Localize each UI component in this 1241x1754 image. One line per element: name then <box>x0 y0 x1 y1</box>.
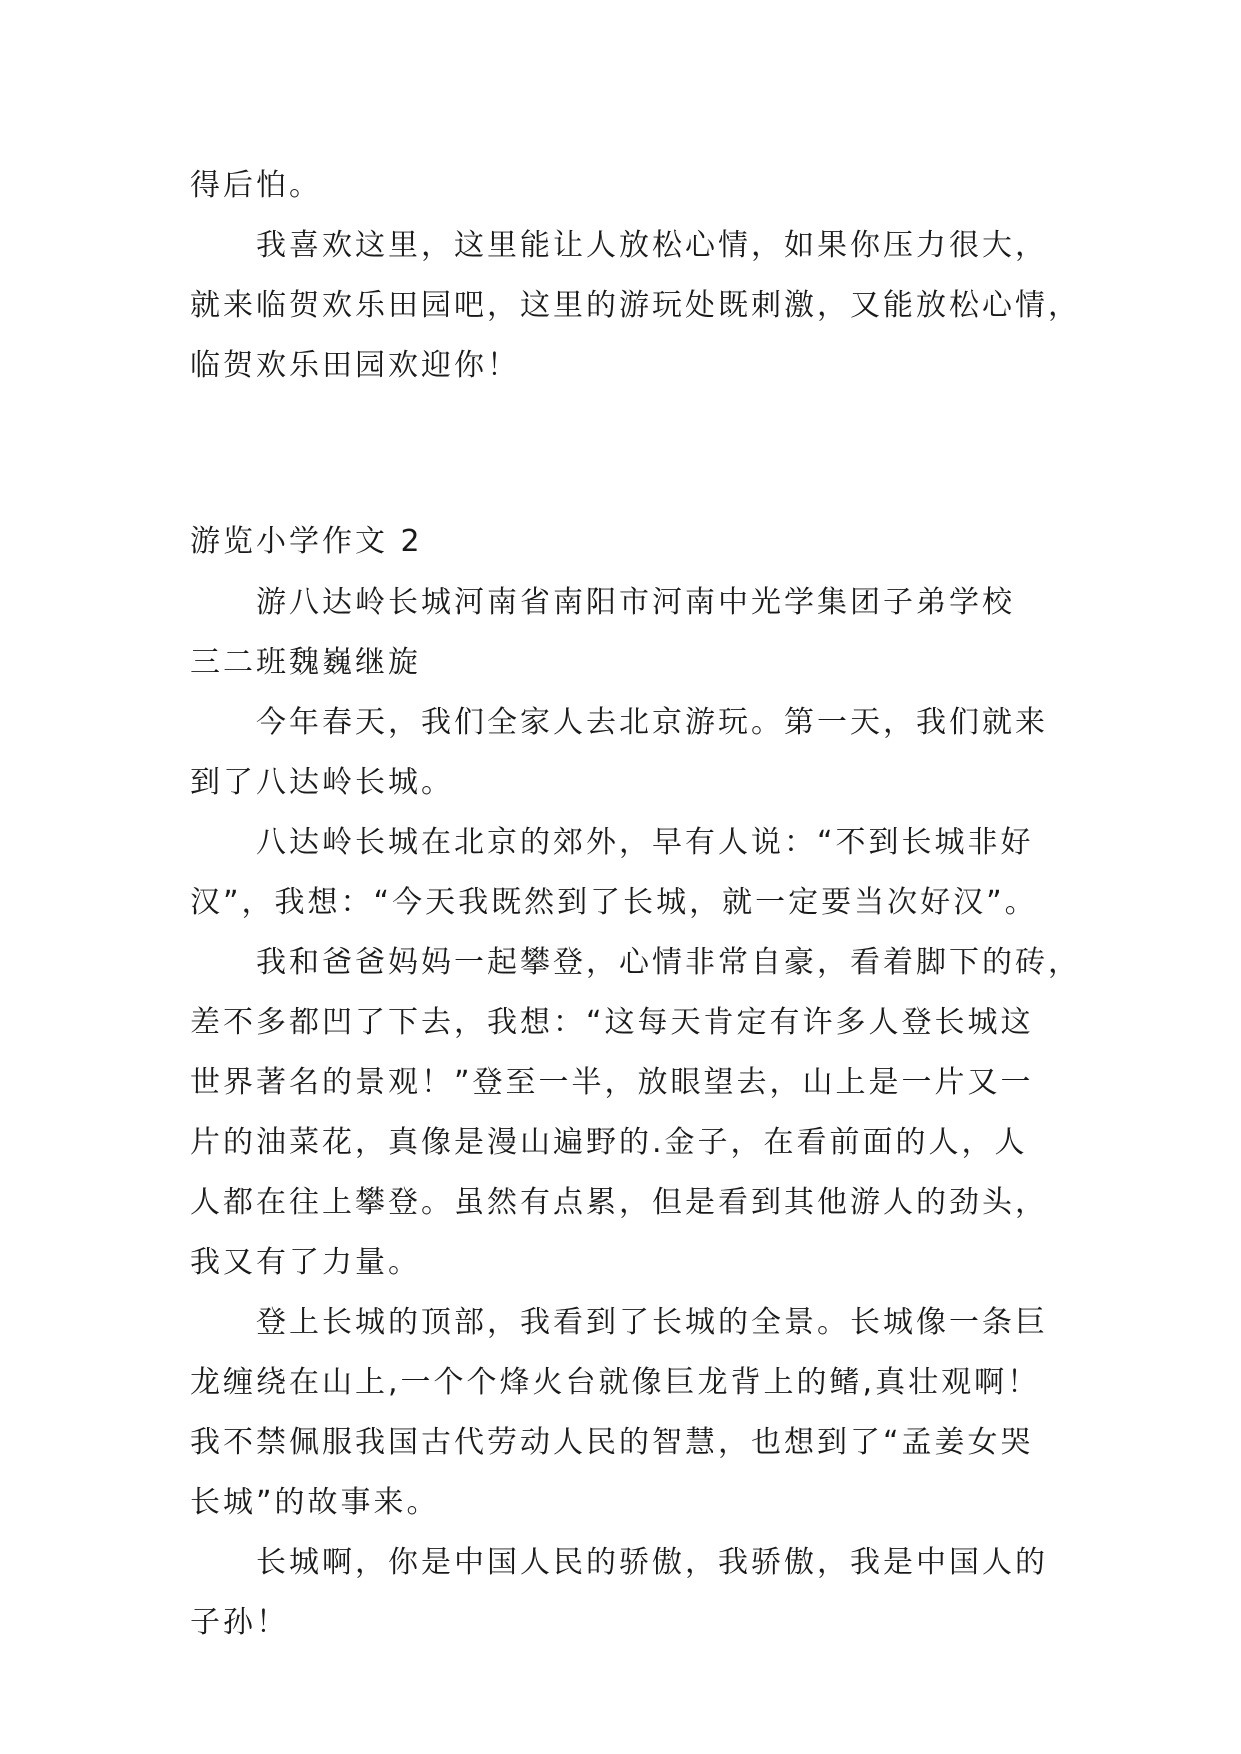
paragraph <box>190 216 1081 396</box>
text-line: 到了八达岭长城。 <box>190 765 454 800</box>
text-line: 世界著名的景观！”登至一半，放眼望去，山上是一片又一 <box>190 1065 1034 1100</box>
text-line: 长城”的故事来。 <box>190 1485 440 1520</box>
text-line: 三二班魏巍继旋 <box>190 645 421 680</box>
text-line: 汉”，我想：“今天我既然到了长城，就一定要当次好汉”。 <box>190 885 1038 920</box>
paragraph <box>190 1533 1060 1653</box>
text-line: 长城啊，你是中国人民的骄傲，我骄傲，我是中国人的 <box>256 1545 1048 1580</box>
section-spacer <box>190 396 1060 511</box>
continued-paragraph <box>190 156 1060 216</box>
document-body <box>190 156 1081 1653</box>
text-line: 人都在往上攀登。虽然有点累，但是看到其他游人的劲头， <box>190 1185 1048 1220</box>
text-line: 我又有了力量。 <box>190 1245 421 1280</box>
text-line: 子孙！ <box>190 1605 289 1640</box>
text-line: 登上长城的顶部，我看到了长城的全景。长城像一条巨 <box>256 1305 1048 1340</box>
text-line: 我不禁佩服我国古代劳动人民的智慧，也想到了“孟姜女哭 <box>190 1425 1034 1460</box>
paragraph <box>190 813 1060 933</box>
text-line: 得后怕。 <box>190 168 322 203</box>
text-line: 今年春天，我们全家人去北京游玩。第一天，我们就来 <box>256 705 1048 740</box>
text-line: 临贺欢乐田园欢迎你！ <box>190 348 520 383</box>
paragraph <box>190 693 1060 813</box>
paragraph <box>190 1293 1060 1533</box>
text-line: 我和爸爸妈妈一起攀登，心情非常自豪，看着脚下的砖， <box>256 945 1081 980</box>
text-line: 游八达岭长城河南省南阳市河南中光学集团子弟学校 <box>256 585 1015 620</box>
byline <box>190 573 1060 693</box>
text-line: 差不多都凹了下去，我想：“这每天肯定有许多人登长城这 <box>190 1005 1034 1040</box>
text-line: 八达岭长城在北京的郊外，早有人说：“不到长城非好 <box>256 825 1034 860</box>
text-line: 我喜欢这里，这里能让人放松心情，如果你压力很大， <box>256 228 1048 263</box>
text-line: 龙缠绕在山上,一个个烽火台就像巨龙背上的鳍,真壮观啊！ <box>190 1365 1041 1400</box>
essay-title: 游览小学作文 2 <box>190 524 423 559</box>
paragraph <box>190 933 1081 1293</box>
text-line: 就来临贺欢乐田园吧，这里的游玩处既刺激，又能放松心情， <box>190 288 1081 323</box>
text-line: 片的油菜花，真像是漫山遍野的.金子，在看前面的人，人 <box>190 1125 1028 1160</box>
